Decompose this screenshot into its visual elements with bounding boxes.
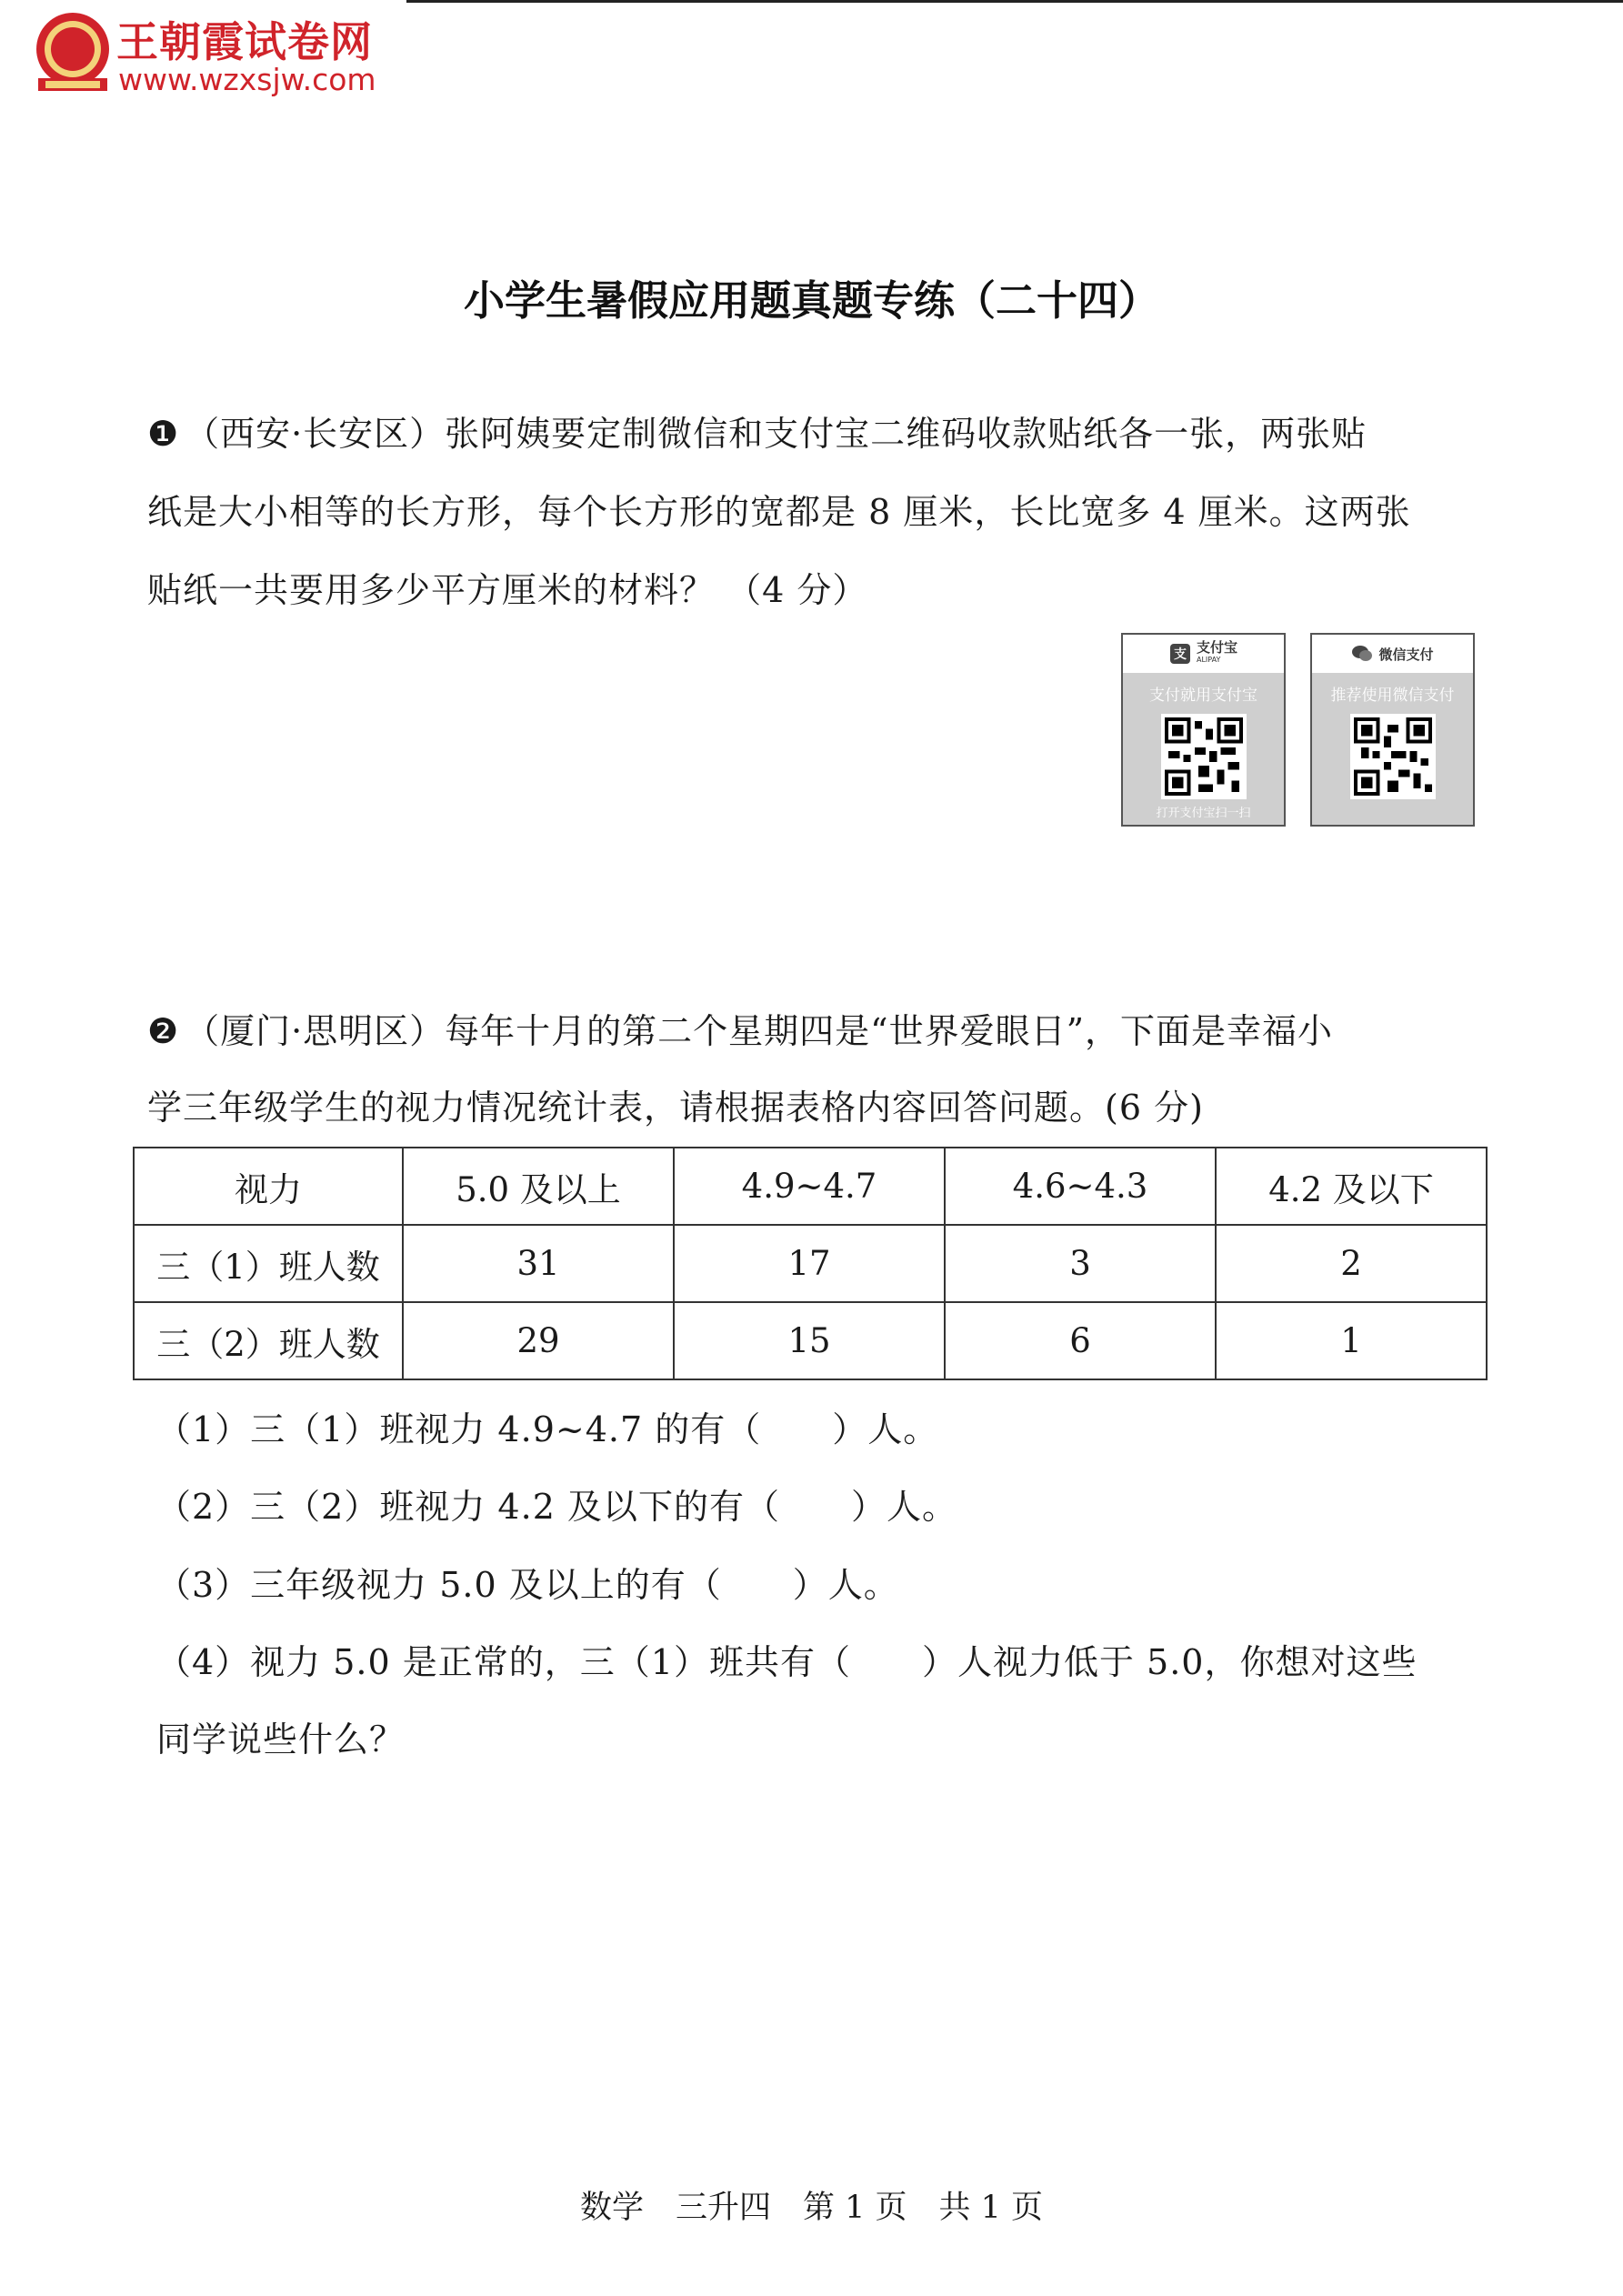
wechat-card-header xyxy=(1312,635,1473,673)
site-brand: 王朝霞试卷网 xyxy=(116,17,373,66)
table-header-cell: 视力 xyxy=(134,1148,403,1225)
q1-line-1: ❶ （西安·长安区）张阿姨要定制微信和支付宝二维码收款贴纸各一张，两张贴 xyxy=(147,395,1475,473)
vision-table xyxy=(133,1147,1488,1380)
wechat-pay-icon xyxy=(1351,644,1373,664)
table-cell: 2 xyxy=(1216,1225,1487,1302)
q2-line-2: 学三年级学生的视力情况统计表，请根据表格内容回答问题。(6 分) xyxy=(147,1088,1204,1128)
table-header-cell: 4.9~4.7 xyxy=(674,1148,945,1225)
table-row xyxy=(134,1302,1487,1379)
wechat-pay-card xyxy=(1310,633,1475,827)
page-title: 小学生暑假应用题真题专练（二十四） xyxy=(463,276,1159,325)
table-cell: 31 xyxy=(403,1225,674,1302)
table-cell: 三（1）班人数 xyxy=(134,1225,403,1302)
header-rule xyxy=(406,0,1623,3)
table-cell: 15 xyxy=(674,1302,945,1379)
subquestion-1: （1）三（1）班视力 4.9~4.7 的有（ ）人。 xyxy=(156,1409,939,1449)
q1-number: ❶ xyxy=(147,414,180,454)
site-url[interactable]: www.wzxsjw.com xyxy=(118,62,376,97)
subquestion-4: （4）视力 5.0 是正常的，三（1）班共有（ ）人视力低于 5.0，你想对这些 xyxy=(156,1642,1418,1682)
q1-line-3: 贴纸一共要用多少平方厘米的材料？ （4 分） xyxy=(147,570,868,610)
table-header-cell: 4.2 及以下 xyxy=(1216,1148,1487,1225)
wechat-brand: 微信支付 xyxy=(1378,646,1434,663)
alipay-footer: 打开支付宝扫一扫 xyxy=(1156,807,1251,820)
alipay-card xyxy=(1121,633,1286,827)
alipay-brand: 支付宝 xyxy=(1196,639,1237,656)
table-row xyxy=(134,1225,1487,1302)
table-cell: 1 xyxy=(1216,1302,1487,1379)
alipay-qr-code xyxy=(1161,714,1247,799)
page-footer: 数学 三升四 第 1 页 共 1 页 xyxy=(579,2190,1044,2226)
alipay-brand-sub: ALIPAY xyxy=(1196,656,1221,664)
subquestion-3: （3）三年级视力 5.0 及以上的有（ ）人。 xyxy=(156,1565,899,1605)
svg-text:支: 支 xyxy=(1173,647,1187,662)
table-cell: 29 xyxy=(403,1302,674,1379)
wechat-qr-code xyxy=(1350,714,1436,799)
q2-number: ❷ xyxy=(147,1011,180,1051)
table-cell: 3 xyxy=(945,1225,1216,1302)
subquestion-4-cont: 同学说些什么？ xyxy=(156,1719,406,1760)
alipay-subtitle: 支付就用支付宝 xyxy=(1149,687,1257,705)
subquestion-2: （2）三（2）班视力 4.2 及以下的有（ ）人。 xyxy=(156,1487,957,1527)
wechat-subtitle: 推荐使用微信支付 xyxy=(1330,687,1455,705)
q2-line-1: ❷ （厦门·思明区）每年十月的第二个星期四是“世界爱眼日”，下面是幸福小 xyxy=(147,992,1475,1070)
alipay-card-header xyxy=(1123,635,1284,673)
q1-line-2: 纸是大小相等的长方形，每个长方形的宽都是 8 厘米，长比宽多 4 厘米。这两张 xyxy=(147,492,1411,532)
table-header-cell: 5.0 及以上 xyxy=(403,1148,674,1225)
table-header-row xyxy=(134,1148,1487,1225)
table-cell: 三（2）班人数 xyxy=(134,1302,403,1379)
table-cell: 17 xyxy=(674,1225,945,1302)
wangzhaoxia-seal-logo-icon xyxy=(27,7,118,98)
alipay-icon xyxy=(1169,643,1191,665)
table-cell: 6 xyxy=(945,1302,1216,1379)
table-header-cell: 4.6~4.3 xyxy=(945,1148,1216,1225)
